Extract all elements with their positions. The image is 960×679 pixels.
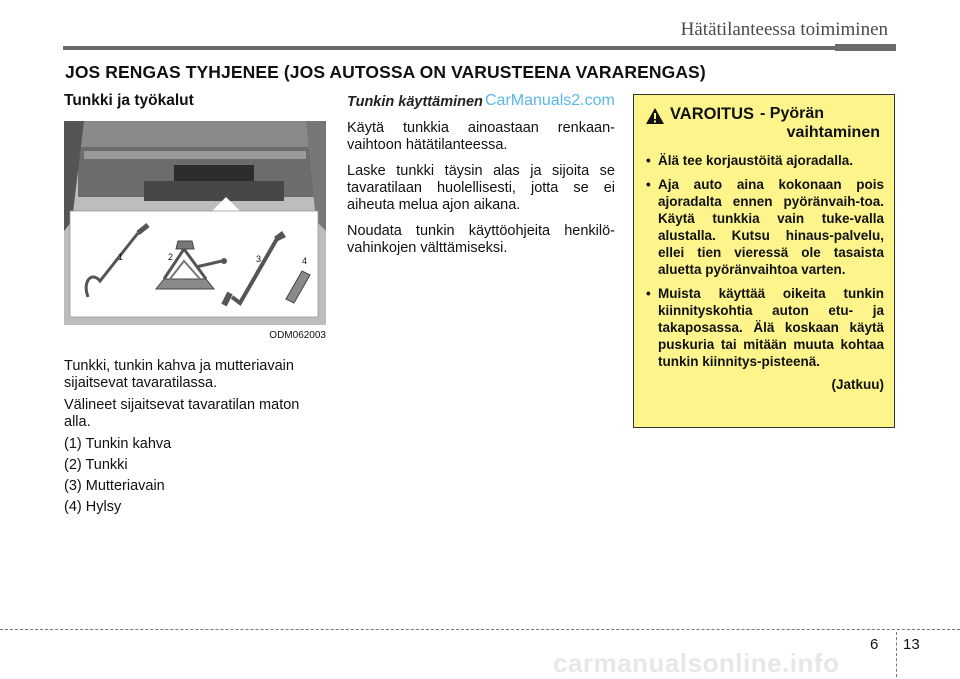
tools-illustration xyxy=(64,121,326,325)
warning-subtitle-2: vaihtaminen xyxy=(786,124,880,141)
list-item: (4) Hylsy xyxy=(64,499,122,515)
column-left xyxy=(64,92,329,520)
jack-use-heading-text: Tunkin käyttäminen xyxy=(347,94,483,110)
list-item: • Aja auto aina kokonaan pois ajoradalta ennen pyöränvaih-toa. Käytä tunkkia vain tuke-valla alustalla. Kutsu hinaus-palvelu, ellei tien vieressä ole tasaista aluetta pyöränvaihtoa varten. xyxy=(646,176,884,278)
warning-word: VAROITUS xyxy=(670,105,755,123)
tools-paragraph-2: Välineet sijaitsevat tavaratilan maton alla. xyxy=(64,397,300,430)
warning-continued: (Jatkuu) xyxy=(831,377,884,392)
warning-triangle-icon xyxy=(646,108,664,124)
warning-subtitle: - Pyörän xyxy=(760,105,825,122)
warning-box xyxy=(633,94,895,428)
figure-label-3: 3 xyxy=(256,254,262,264)
jack-paragraph-2: Laske tunkki täysin alas ja sijoita se tavaratilaan huolellisesti, jotta se ei aiheuta melua ajon aikana. xyxy=(347,163,615,213)
figure-code: ODM062003 xyxy=(269,330,326,341)
jack-paragraph-1: Käytä tunkkia ainoastaan renkaan-vaihtoon hätätilanteessa. xyxy=(347,120,615,153)
section-heading-jack-use xyxy=(347,94,615,111)
list-item: • Älä tee korjaustöitä ajoradalla. xyxy=(646,152,884,169)
tools-figure xyxy=(64,121,326,325)
column-middle xyxy=(347,94,615,266)
chapter-number: 6 xyxy=(870,636,879,653)
list-item: • Muista käyttää oikeita tunkin kiinnityskohtia auton etu- ja takaposassa. Älä koskaan käytä puskuria tai mitään muuta kohtaa tunkin kiinnitys-pisteenä. xyxy=(646,285,884,370)
header-rule-end xyxy=(835,44,896,51)
list-item: (2) Tunkki xyxy=(64,457,128,473)
warning-list xyxy=(646,152,884,370)
list-item: (3) Mutteriavain xyxy=(64,478,165,494)
figure-label-2: 2 xyxy=(168,252,174,262)
header-title: Hätätilanteessa toimiminen xyxy=(680,19,888,40)
main-heading: JOS RENGAS TYHJENEE (JOS AUTOSSA ON VARUSTEENA VARARENGAS) xyxy=(65,62,706,82)
header-rule xyxy=(63,46,896,50)
footer-separator xyxy=(896,632,897,677)
tools-paragraph-1: Tunkki, tunkin kahva ja mutteriavain sijaitsevat tavaratilassa. xyxy=(64,358,294,391)
list-item: (1) Tunkin kahva xyxy=(64,436,172,452)
section-heading-tools: Tunkki ja työkalut xyxy=(64,92,194,109)
jack-paragraph-3: Noudata tunkin käyttöohjeita henkilö-vahinkojen välttämiseksi. xyxy=(347,223,615,256)
figure-label-1: 1 xyxy=(118,252,124,262)
figure-label-4: 4 xyxy=(302,256,308,266)
footer-watermark: carmanualsonline.info xyxy=(553,648,840,678)
warning-title xyxy=(646,105,884,124)
page-number: 13 xyxy=(903,636,920,653)
footer-rule xyxy=(0,629,960,630)
watermark-link[interactable]: CarManuals2.com xyxy=(485,92,615,109)
